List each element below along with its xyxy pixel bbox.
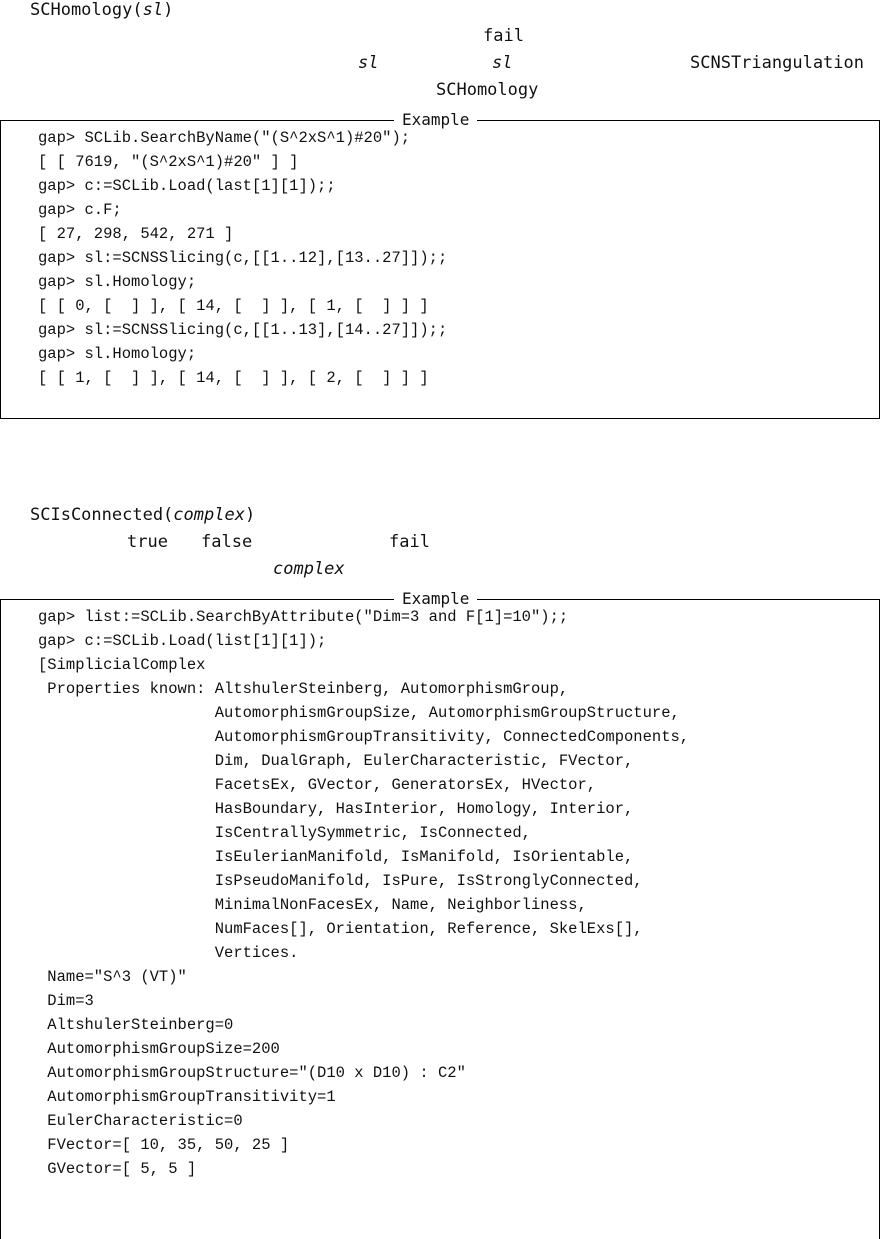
- code-line: MinimalNonFacesEx, Name, Neighborliness,: [38, 896, 587, 914]
- code-line: IsEulerianManifold, IsManifold, IsOrientable,: [38, 848, 634, 866]
- argument-name: sl: [142, 0, 164, 20]
- code-line: [ [ 1, [ ] ], [ 14, [ ] ], [ 2, [ ] ] ]: [38, 369, 429, 387]
- code-line: FVector=[ 10, 35, 50, 25 ]: [38, 1136, 290, 1154]
- return-true: true: [127, 532, 168, 552]
- code-line: Dim, DualGraph, EulerCharacteristic, FVector,: [38, 752, 634, 770]
- example-label: Example: [394, 590, 477, 608]
- signature-close: ): [163, 0, 174, 20]
- code-line: AltshulerSteinberg=0: [38, 1016, 234, 1034]
- code-line: AutomorphismGroupSize=200: [38, 1040, 280, 1058]
- code-line: AutomorphismGroupTransitivity=1: [38, 1088, 336, 1106]
- code-line: gap> c.F;: [38, 201, 122, 219]
- code-line: gap> sl.Homology;: [38, 345, 197, 363]
- code-line: HasBoundary, HasInterior, Homology, Interior,: [38, 800, 634, 818]
- desc-arg-2: sl: [492, 53, 513, 73]
- desc-arg-complex: complex: [273, 559, 345, 579]
- code-example-2: [38, 605, 689, 1181]
- code-line: gap> SCLib.SearchByName("(S^2xS^1)#20");: [38, 129, 411, 147]
- code-line: IsCentrallySymmetric, IsConnected,: [38, 824, 531, 842]
- code-line: EulerCharacteristic=0: [38, 1112, 243, 1130]
- signature-close: ): [244, 505, 256, 525]
- code-line: AutomorphismGroupTransitivity, ConnectedComponents,: [38, 728, 690, 746]
- code-line: gap> sl:=SCNSSlicing(c,[[1..13],[14..27]]);;: [38, 321, 448, 339]
- code-line: Properties known: AltshulerSteinberg, AutomorphismGroup,: [38, 680, 569, 698]
- example-label: Example: [394, 111, 477, 129]
- argument-name: complex: [173, 505, 245, 525]
- code-line: AutomorphismGroupStructure="(D10 x D10) : C2": [38, 1064, 466, 1082]
- code-line: [ 27, 298, 542, 271 ]: [38, 225, 234, 243]
- code-line: IsPseudoManifold, IsPure, IsStronglyConnected,: [38, 872, 643, 890]
- return-false: false: [201, 532, 253, 552]
- code-line: FacetsEx, GVector, GeneratorsEx, HVector,: [38, 776, 597, 794]
- code-line: NumFaces[], Orientation, Reference, SkelExs[],: [38, 920, 643, 938]
- return-fail: fail: [389, 532, 430, 552]
- code-line: gap> list:=SCLib.SearchByAttribute("Dim=3 and F[1]=10");;: [38, 608, 569, 626]
- code-line: Vertices.: [38, 944, 299, 962]
- function-name: SCHomology(: [30, 0, 143, 20]
- code-line: [SimplicialComplex: [38, 656, 206, 674]
- code-line: gap> sl:=SCNSSlicing(c,[[1..12],[13..27]]);;: [38, 249, 448, 267]
- example-box-1: [0, 110, 880, 419]
- code-line: Name="S^3 (VT)": [38, 968, 187, 986]
- reference-scnstriangulation: SCNSTriangulation: [690, 53, 864, 73]
- code-line: GVector=[ 5, 5 ]: [38, 1160, 197, 1178]
- desc-arg-1: sl: [358, 53, 379, 73]
- signature-scisconnected: [30, 505, 255, 525]
- code-line: [ [ 7619, "(S^2xS^1)#20" ] ]: [38, 153, 299, 171]
- example-box-2: [0, 589, 880, 1239]
- function-name: SCIsConnected(: [30, 505, 174, 525]
- code-line: gap> sl.Homology;: [38, 273, 197, 291]
- return-fail: fail: [483, 26, 524, 46]
- code-line: gap> c:=SCLib.Load(last[1][1]);;: [38, 177, 336, 195]
- signature-schomology: [30, 0, 173, 20]
- code-line: AutomorphismGroupSize, AutomorphismGroupStructure,: [38, 704, 680, 722]
- code-line: gap> c:=SCLib.Load(list[1][1]);: [38, 632, 327, 650]
- code-example-1: [38, 126, 447, 390]
- code-line: [ [ 0, [ ] ], [ 14, [ ] ], [ 1, [ ] ] ]: [38, 297, 429, 315]
- code-line: Dim=3: [38, 992, 94, 1010]
- reference-schomology: SCHomology: [436, 80, 539, 100]
